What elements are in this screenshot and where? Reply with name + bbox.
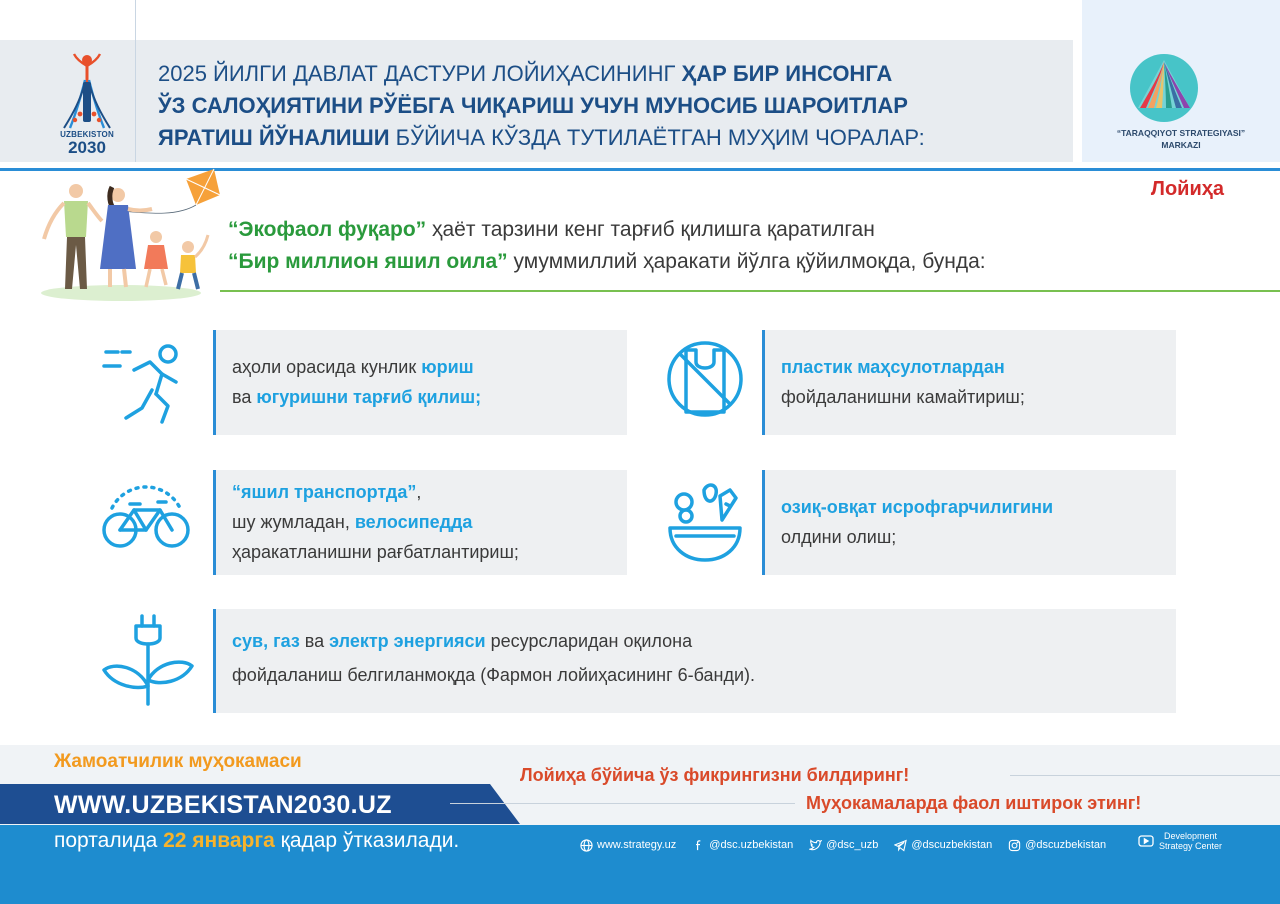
card-resources-text-1: ва	[299, 631, 330, 651]
logo-word: UZBEKISTON	[60, 130, 114, 139]
logo-year: 2030	[68, 138, 106, 157]
top-divider-line	[135, 0, 136, 40]
card-walking-line-2	[232, 382, 481, 412]
dsc-line-2: Strategy Center	[1159, 841, 1223, 851]
card-walking	[213, 330, 627, 435]
card-walking-text-2: ва	[232, 387, 257, 407]
food-bowl-icon	[664, 476, 746, 571]
card-resources-hl-1: сув, газ	[232, 631, 300, 651]
card-food-text-2: олдини олиш;	[781, 527, 897, 547]
cta-participate: Муҳокамаларда фаол иштирок этинг!	[806, 793, 1142, 813]
portal-deadline-date: 22 январга	[163, 829, 275, 852]
portal-url-link[interactable]: WWW.UZBEKISTAN2030.UZ	[54, 791, 392, 819]
discussion-label: Жамоатчилик муҳокамаси	[54, 751, 302, 772]
card-plastic-text	[781, 352, 1025, 412]
play-box-icon	[1138, 835, 1154, 847]
card-resources	[213, 609, 1176, 713]
title-line-1-normal: 2025 ЙИЛГИ ДАВЛАТ ДАСТУРИ ЛОЙИҲАСИНИНГ	[158, 61, 682, 86]
social-telegram-label: @dscuzbekistan	[911, 839, 993, 851]
intro-line-2	[228, 246, 1228, 278]
card-resources-line-2	[232, 660, 755, 690]
facebook-icon	[692, 839, 705, 852]
card-walking-text-1: аҳоли орасида кунлик	[232, 357, 422, 377]
strategy-center-logo	[1130, 54, 1198, 122]
draft-label: Лойиҳа	[1150, 178, 1224, 200]
card-transport-text-1: ,	[416, 482, 422, 502]
brand-caption-1: “TARAQQIYOT STRATEGIYASI”	[1116, 128, 1246, 138]
card-food-text	[781, 492, 1053, 552]
card-food-line-1	[781, 492, 1053, 522]
tower-emblem-icon	[60, 52, 114, 130]
card-resources-text-3: фойдаланиш белгиланмоқда (Фармон лойиҳасининг 6-банди).	[232, 665, 756, 685]
brand-caption-2: MARKAZI	[1161, 140, 1201, 150]
title-line-2-bold: ЎЗ САЛОҲИЯТИНИ РЎЁБГА ЧИҚАРИШ УЧУН МУНОСИБ ШАРОИТЛАР	[158, 93, 908, 118]
card-transport-text	[232, 477, 519, 567]
plug-plant-icon	[100, 612, 196, 713]
uzbekistan-2030-logo	[52, 52, 122, 157]
social-links	[580, 833, 1106, 857]
portal-text-a: порталида	[54, 829, 164, 852]
card-food-hl-1: озиқ-овқат исрофгарчилигини	[781, 497, 1054, 517]
page-title	[158, 58, 1058, 154]
social-facebook-label: @dsc.uzbekistan	[709, 839, 794, 851]
twitter-icon	[809, 839, 822, 852]
card-transport-line-3	[232, 537, 519, 567]
card-transport-text-2: шу жумладан,	[232, 512, 355, 532]
card-walking-hl-1: юриш	[421, 357, 474, 377]
running-person-icon	[100, 340, 192, 431]
card-plastic	[762, 330, 1176, 435]
social-twitter[interactable]	[809, 839, 878, 852]
card-resources-text	[232, 626, 755, 690]
social-website[interactable]	[580, 839, 676, 852]
card-plastic-line-2	[781, 382, 1025, 412]
title-line-1	[158, 58, 1058, 90]
tent-rainbow-icon	[1130, 54, 1198, 122]
card-plastic-line-1	[781, 352, 1025, 382]
telegram-icon	[894, 839, 907, 852]
title-line-3	[158, 122, 1058, 154]
social-twitter-label: @dsc_uzb	[826, 839, 879, 851]
globe-icon	[580, 839, 593, 852]
title-line-3-normal: БЎЙИЧА КЎЗДА ТУТИЛАЁТГАН МУҲИМ ЧОРАЛАР:	[389, 125, 925, 150]
card-food-line-2	[781, 522, 1053, 552]
header-divider	[135, 40, 136, 162]
dsc-logo	[1138, 831, 1222, 851]
intro-rule	[220, 290, 1280, 292]
bicycle-icon	[100, 480, 192, 561]
no-plastic-bag-icon	[664, 336, 746, 427]
intro-text	[228, 214, 1228, 278]
portal-text-b: қадар ўтказилади.	[274, 829, 460, 852]
card-resources-line-1	[232, 626, 755, 656]
social-website-label: www.strategy.uz	[597, 839, 677, 851]
card-transport	[213, 470, 627, 575]
intro-line-1	[228, 214, 1228, 246]
intro-highlight-2: “Бир миллион яшил оила”	[228, 250, 508, 273]
card-transport-hl-1: “яшил транспортда”	[232, 482, 417, 502]
title-line-3-bold: ЯРАТИШ ЙЎНАЛИШИ	[158, 125, 390, 150]
intro-text-2: умуммиллий ҳаракати йўлга қўйилмоқда, бунда:	[507, 250, 986, 273]
title-line-2	[158, 90, 1058, 122]
card-walking-line-1	[232, 352, 481, 382]
intro-text-1: ҳаёт тарзини кенг тарғиб қилишга қаратилган	[426, 218, 875, 241]
cta-rule-2	[450, 803, 795, 804]
instagram-icon	[1008, 839, 1021, 852]
cta-share-opinion: Лойиҳа бўйича ўз фикрингизни билдиринг!	[520, 765, 910, 785]
card-resources-text-2: ресурсларидан оқилона	[485, 631, 693, 651]
card-resources-hl-2: электр энергияси	[329, 631, 486, 651]
card-plastic-text-2: фойдаланишни камайтириш;	[781, 387, 1025, 407]
footer	[0, 745, 1280, 904]
card-walking-hl-2: югуришни тарғиб қилиш;	[256, 387, 482, 407]
card-walking-text	[232, 352, 481, 412]
card-food	[762, 470, 1176, 575]
cta-rule-1	[1010, 775, 1280, 776]
card-plastic-hl-1: пластик маҳсулотлардан	[781, 357, 1005, 377]
dsc-line-1: Development	[1164, 831, 1218, 841]
dsc-text	[1159, 831, 1222, 851]
card-transport-line-2	[232, 507, 519, 537]
social-telegram[interactable]	[894, 839, 992, 852]
portal-deadline-text	[54, 829, 459, 853]
social-instagram-label: @dscuzbekistan	[1025, 839, 1107, 851]
card-transport-text-3: ҳаракатланишни рағбатлантириш;	[232, 542, 519, 562]
card-transport-line-1	[232, 477, 519, 507]
intro-highlight-1: “Экофаол фуқаро”	[228, 218, 427, 241]
title-line-1-bold: ҲАР БИР ИНСОНГА	[681, 61, 893, 86]
card-transport-hl-2: велосипедда	[354, 512, 473, 532]
social-facebook[interactable]	[692, 839, 793, 852]
social-instagram[interactable]	[1008, 839, 1106, 852]
